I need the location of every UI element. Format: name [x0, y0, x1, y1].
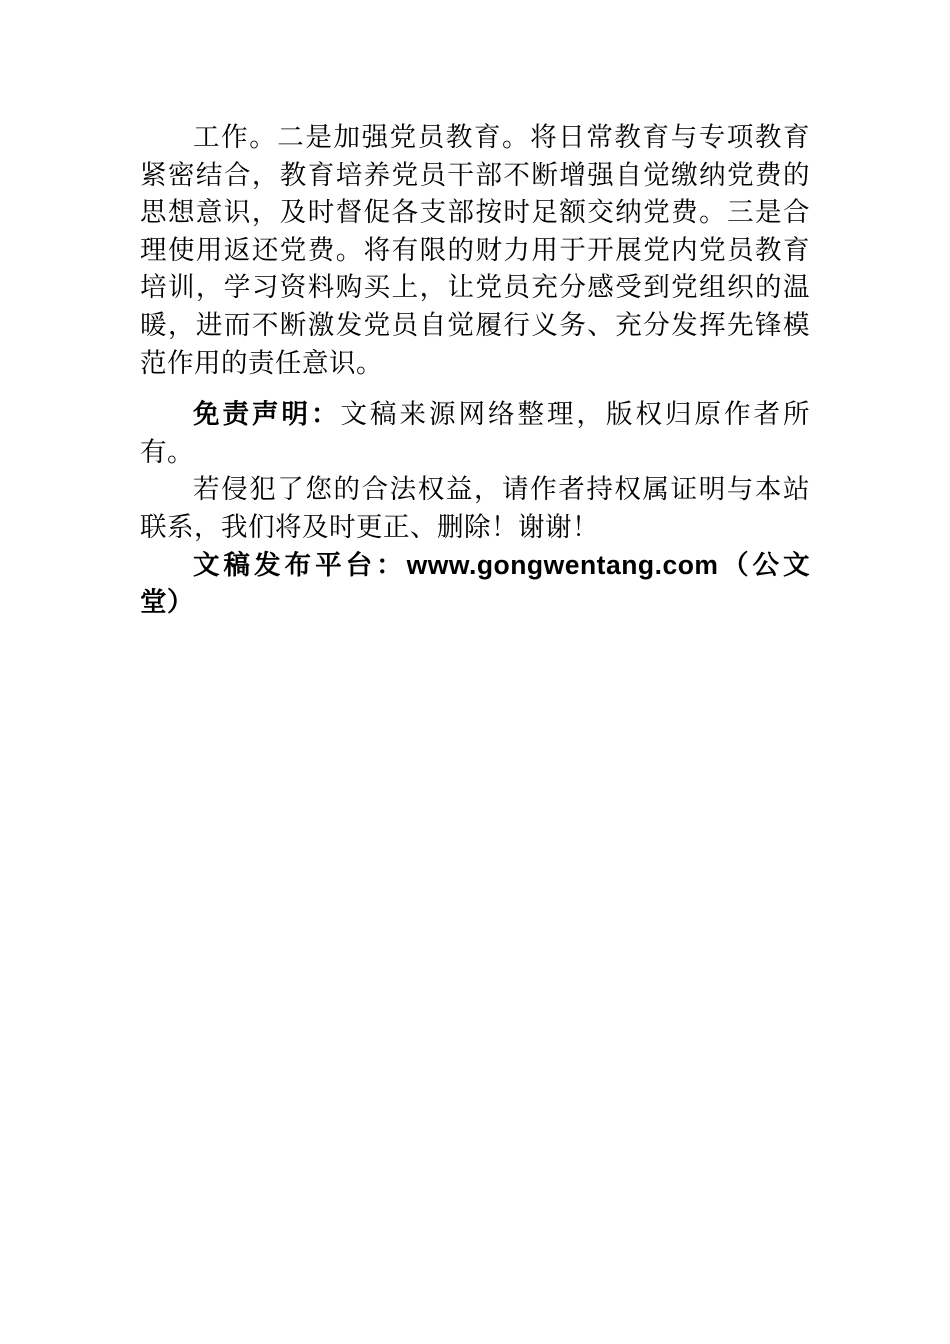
platform-site-name: （公文堂） — [140, 549, 811, 618]
platform-line — [140, 547, 810, 622]
disclaimer-label: 免责声明： — [193, 399, 341, 430]
disclaimer-paragraph-2: 若侵犯了您的合法权益，请作者持权属证明与本站联系，我们将及时更正、删除！谢谢！ — [140, 474, 810, 542]
platform-label: 文稿发布平台： — [193, 549, 407, 580]
document-content — [140, 119, 810, 622]
disclaimer-paragraph — [140, 396, 810, 471]
platform-url: www.gongwentang.com — [406, 549, 719, 580]
disclaimer-text: 文稿来源网络整理，版权归原作者所有。 — [140, 399, 810, 467]
body-paragraph: 工作。二是加强党员教育。将日常教育与专项教育紧密结合，教育培养党员干部不断增强自觉缴纳党费的思想意识，及时督促各支部按时足额交纳党费。三是合理使用返还党费。将有限的财力用于开展党内党员教育培训，学习资料购买上，让党员充分感受到党组织的温暖，进而不断激发党员自觉履行义务、充分发挥先锋模范作用的责任意识。 — [140, 122, 810, 378]
